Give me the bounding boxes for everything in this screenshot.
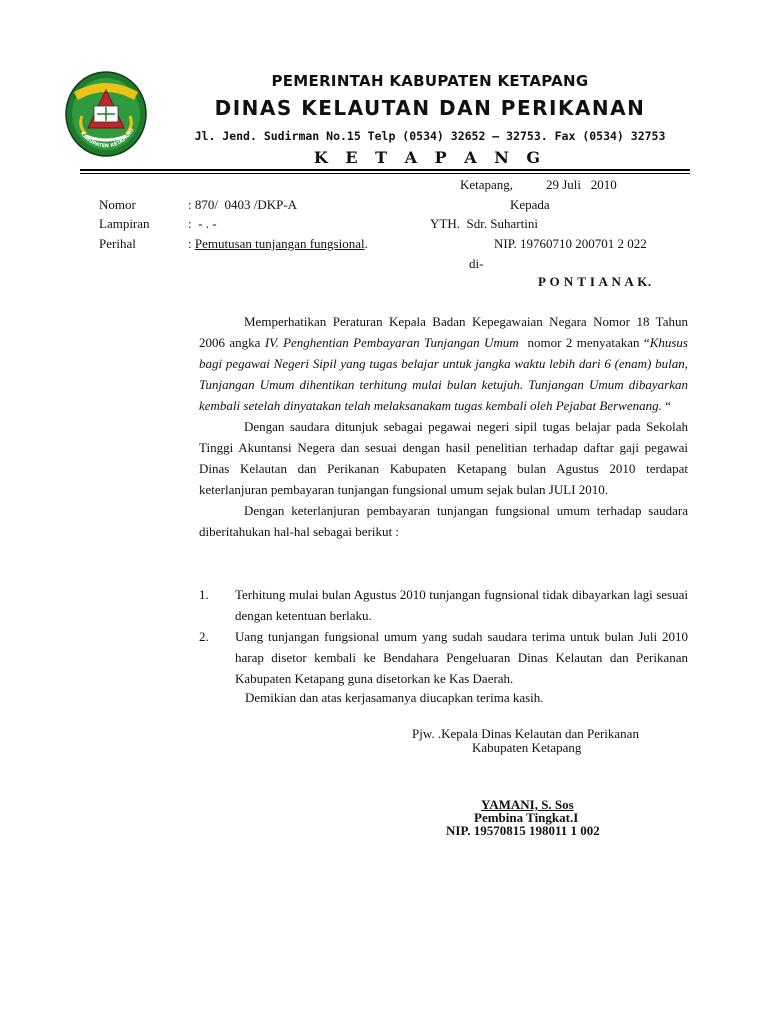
nomor-value: : 870/ 0403 /DKP-A	[188, 197, 298, 212]
p1-start: Memperhatikan Peraturan Kepala Badan Kepegawaian Negara Nomor 18 Tahun 2006 angka	[199, 314, 688, 350]
signatory-title: Pjw. .Kepala Dinas Kelautan dan Perikanan	[412, 726, 639, 741]
letterhead-rule-thick	[80, 169, 690, 171]
list-item-text: Uang tunjangan fungsional umum yang sudah saudara terima untuk bulan Juli 2010 harap disetor kembali ke Bendahara Pengeluaran Dinas Kelautan dan Perikanan Kabupaten Ketapang guna disetorkan ke Kas Daerah.	[235, 629, 688, 686]
signatory-name: YAMANI, S. Sos	[481, 797, 574, 812]
department-name: DINAS KELAUTAN DAN PERIKANAN	[214, 96, 646, 120]
seal-text: KABUPATEN KETAPANG	[78, 127, 136, 150]
numbered-list	[199, 584, 688, 689]
city-name: K E T A P A N G	[313, 148, 547, 167]
letterhead-rule-thin	[80, 173, 690, 174]
recipient-di: di-	[469, 256, 484, 271]
paragraph-3: Dengan keterlanjuran pembayaran tunjangan fungsional umum terhadap saudara diberitahukan hal-hal sebagai berikut :	[199, 503, 688, 539]
date-place: Ketapang,	[460, 177, 514, 192]
perihal-colon: :	[188, 236, 195, 251]
p1-quote: Khusus bagi pegawai Negeri Sipil yang tugas belajar untuk jangka waktu lebih dari 6 (enam) bulan, Tunjangan Umum dihentikan terhitung mulai bulan ketujuh. Tunjangan Umum dibayarkan kembali setelah dinyatakan telah melaksanakam tugas kembali oleh Pejabat Berwenang.	[199, 335, 688, 413]
signatory-rank: Pembina Tingkat.I	[474, 810, 579, 825]
closing-sentence: Demikian dan atas kerjasamanya diucapkan terima kasih.	[245, 690, 544, 705]
p1-regulation-title: IV. Penghentian Pembayaran Tunjangan Umum	[264, 335, 519, 350]
recipient-place: P O N T I A N A K.	[538, 274, 652, 289]
nomor-label: Nomor	[99, 197, 136, 212]
government-name: PEMERINTAH KABUPATEN KETAPANG	[271, 72, 589, 90]
paragraph-2: Dengan saudara ditunjuk sebagai pegawai negeri sipil tugas belajar pada Sekolah Tinggi Akuntansi Negera dan sesuai dengan hasil penelitian terhadap daftar gaji pegawai Dinas Kelautan dan Perikanan Kabupaten Ketapang bulan Agustus 2010 terdapat keterlanjuran pembayaran tunjangan fungsional umum sejak bulan JULI 2010.	[199, 419, 688, 497]
kepada-label: Kepada	[510, 197, 550, 212]
regency-seal-logo	[64, 70, 148, 160]
p1-end: “	[661, 398, 671, 413]
signatory-regency: Kabupaten Ketapang	[472, 740, 582, 755]
p1-mid: nomor 2 menyatakan “	[518, 335, 650, 350]
perihal-field	[188, 236, 368, 252]
list-item-text: Terhitung mulai bulan Agustus 2010 tunjangan fugnsional tidak dibayarkan lagi sesuai dengan ketentuan berlaku.	[235, 587, 688, 623]
office-address: Jl. Jend. Sudirman No.15 Telp (0534) 32652 – 32753. Fax (0534) 32753	[194, 129, 666, 143]
list-item-number: 1.	[199, 587, 209, 602]
list-item	[199, 584, 688, 626]
recipient-name: YTH. Sdr. Suhartini	[430, 216, 538, 231]
list-item-number: 2.	[199, 629, 209, 644]
letter-date: 29 Juli 2010	[546, 177, 617, 192]
list-item	[199, 626, 688, 689]
paragraph-1	[199, 311, 688, 416]
perihal-end: .	[364, 236, 368, 251]
perihal-label: Perihal	[99, 236, 136, 251]
lampiran-value: : - . -	[188, 216, 217, 231]
lampiran-label: Lampiran	[99, 216, 150, 231]
letter-body	[199, 311, 688, 542]
recipient-nip: NIP. 19760710 200701 2 022	[494, 236, 647, 251]
perihal-value: Pemutusan tunjangan fungsional	[194, 236, 365, 251]
signatory-nip: NIP. 19570815 198011 1 002	[446, 823, 600, 838]
